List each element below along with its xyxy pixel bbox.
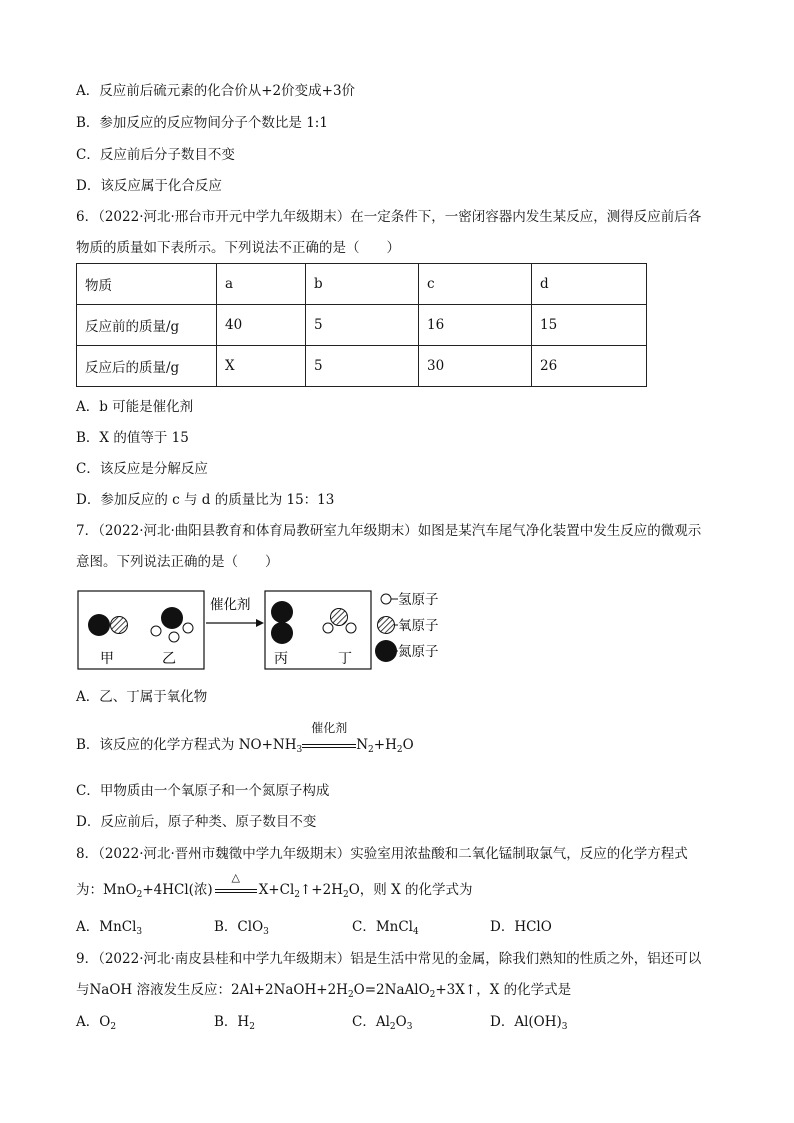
- q7-option-b-pre: B．该反应的化学方程式为 NO+NH: [76, 737, 297, 753]
- hydrogen-atom: [169, 632, 179, 642]
- q9-option-c: C．$Al_2O_3$: [352, 1014, 413, 1032]
- table-cell: 30: [419, 346, 532, 387]
- table-cell: b: [306, 264, 419, 305]
- label-bing: 丙: [274, 651, 288, 667]
- q8-stem-line2: 为：MnO$_2$+4HCl(浓) △ $X+Cl_2↑+2H_2O$，则 X 的化学式为: [76, 871, 473, 900]
- q7-micro-diagram: [76, 585, 466, 675]
- table-cell: 40: [217, 305, 306, 346]
- legend-nitrogen: 氮原子: [398, 644, 439, 660]
- q6-mass-table: [76, 263, 647, 387]
- q9-option-d: D．$Al(OH)_3$: [490, 1014, 568, 1032]
- hydrogen-atom: [183, 623, 193, 633]
- q8-stem-line1: 8．（2022·河北·晋州市魏徵中学九年级期末）实验室用浓盐酸和二氧化锰制取氯气，反应的化学方程式: [76, 846, 688, 862]
- q8-eq-mid: +4HCl(浓): [142, 882, 213, 898]
- hydrogen-atom: [151, 626, 161, 636]
- q6-stem-line2: 物质的质量如下表所示。下列说法不正确的是（ ）: [76, 240, 400, 256]
- nitrogen-atom: [88, 614, 110, 636]
- catalyst-label: 催化剂: [210, 597, 251, 613]
- legend-oxygen-icon: [378, 617, 395, 634]
- hydrogen-atom: [323, 623, 333, 633]
- table-cell: 16: [419, 305, 532, 346]
- q8-eq-tail: O，则 X 的化学式为: [348, 882, 473, 898]
- q5-option-a: A．反应前后硫元素的化合价从+2价变成+3价: [76, 83, 356, 99]
- label-yi: 乙: [162, 651, 176, 667]
- table-cell: 反应后的质量/g: [77, 346, 217, 387]
- q7-option-b: B．该反应的化学方程式为 $NO+NH_3$ 催化剂 $N_2+H_2O$: [76, 721, 414, 755]
- table-row: [77, 305, 647, 346]
- q9-stem-line2: 与NaOH 溶液发生反应：$2Al+2NaOH+2H_2O=2NaAlO_2+3X↑$，X 的化学式是: [76, 982, 572, 1000]
- nitrogen-atom: [271, 601, 293, 623]
- q9-eq-mid: O=2NaAlO: [353, 982, 430, 998]
- q5-option-d: D．该反应属于化合反应: [76, 178, 222, 194]
- q6-option-d: D．参加反应的 c 与 d 的质量比为 15：13: [76, 492, 335, 508]
- q8-option-a: A．MnCl$_3$: [76, 919, 143, 937]
- table-cell: d: [532, 264, 647, 305]
- table-cell: 物质: [77, 264, 217, 305]
- q5-option-b: B．参加反应的反应物间分子个数比是 1:1: [76, 115, 328, 131]
- q7-option-b-tail: O: [402, 737, 414, 753]
- arrow-head-icon: [256, 619, 264, 627]
- reaction-condition: [302, 721, 356, 754]
- table-row: [77, 346, 647, 387]
- q9-eq-post: +3X↑，X 的化学式是: [435, 982, 572, 998]
- q8-eq-pre: 为：MnO: [76, 882, 137, 898]
- q8-eq-post: X+Cl: [258, 882, 295, 898]
- q7-stem-line2: 意图。下列说法正确的是（ ）: [76, 554, 279, 570]
- table-header-row: [77, 264, 647, 305]
- label-ding: 丁: [338, 651, 352, 667]
- table-cell: 26: [532, 346, 647, 387]
- q6-option-c: C．该反应是分解反应: [76, 461, 208, 477]
- q7-option-d: D．反应前后，原子种类、原子数目不变: [76, 814, 317, 830]
- q7-option-c: C．甲物质由一个氧原子和一个氮原子构成: [76, 783, 330, 799]
- q9-option-a: A．$O_2$: [76, 1014, 117, 1032]
- q9-option-b: B．$H_2$: [214, 1014, 255, 1032]
- q5-option-c: C．反应前后分子数目不变: [76, 147, 235, 163]
- q8-option-b: B．ClO$_3$: [214, 919, 269, 937]
- legend-nitrogen-icon: [375, 640, 397, 662]
- table-cell: 反应前的质量/g: [77, 305, 217, 346]
- q9-eq-pre: 与NaOH 溶液发生反应：2Al+2NaOH+2H: [76, 982, 348, 998]
- q6-option-b: B．X 的值等于 15: [76, 430, 189, 446]
- table-cell: 5: [306, 346, 419, 387]
- legend-hydrogen: 氢原子: [398, 592, 439, 608]
- q6-option-a: A．b 可能是催化剂: [76, 399, 194, 415]
- q8-option-c: C．MnCl$_4$: [352, 919, 419, 937]
- q6-stem-line1: 6．（2022·河北·邢台市开元中学九年级期末）在一定条件下，一密闭容器内发生某反应，测得反应前后各: [76, 209, 702, 225]
- q8-eq-end: ↑+2H: [300, 882, 343, 898]
- legend-oxygen: 氧原子: [398, 618, 439, 634]
- oxygen-atom: [331, 609, 348, 626]
- table-cell: 5: [306, 305, 419, 346]
- catalyst-condition: 催化剂: [311, 721, 348, 735]
- nitrogen-atom: [161, 607, 183, 629]
- q7-stem-line1: 7．（2022·河北·曲阳县教育和体育局教研室九年级期末）如图是某汽车尾气净化装置中发生反应的微观示: [76, 523, 702, 539]
- oxygen-atom: [111, 617, 128, 634]
- table-cell: a: [217, 264, 306, 305]
- q7-option-b-end: +H: [373, 737, 397, 753]
- q9-stem-line1: 9．（2022·河北·南皮县桂和中学九年级期末）铝是生活中常见的金属，除我们熟知的性质之外，铝还可以: [76, 951, 702, 967]
- legend-hydrogen-icon: [381, 594, 391, 604]
- table-cell: X: [217, 346, 306, 387]
- reaction-condition: [215, 871, 257, 899]
- table-cell: 15: [532, 305, 647, 346]
- hydrogen-atom: [346, 623, 356, 633]
- nitrogen-atom: [271, 622, 293, 644]
- q7-option-a: A．乙、丁属于氧化物: [76, 689, 208, 705]
- table-cell: c: [419, 264, 532, 305]
- heat-condition-icon: △: [231, 871, 240, 884]
- q7-option-b-post: N: [356, 737, 369, 753]
- q8-option-d: D．HClO: [490, 919, 552, 935]
- label-jia: 甲: [100, 651, 114, 667]
